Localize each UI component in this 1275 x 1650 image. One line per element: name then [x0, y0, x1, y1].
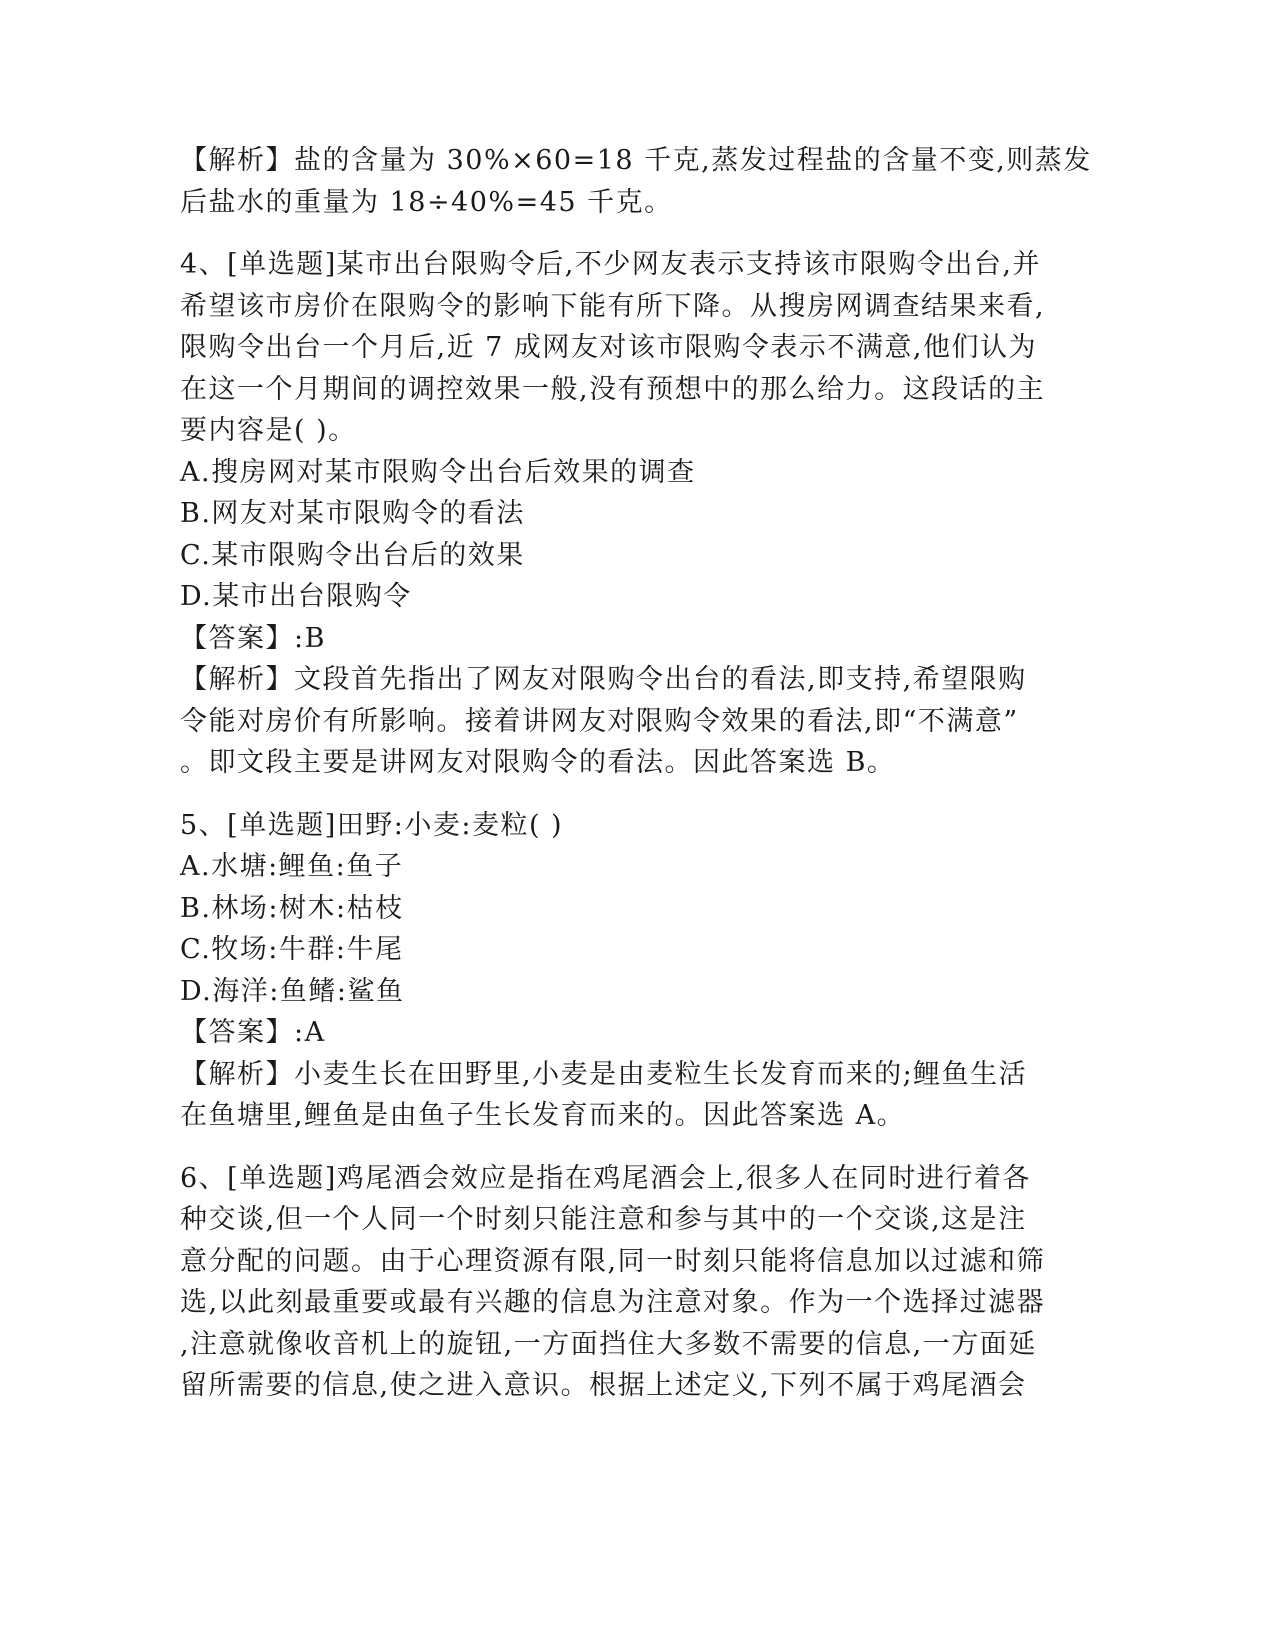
q4-analysis-line: 【解析】文段首先指出了网友对限购令出台的看法,即支持,希望限购 — [180, 664, 1027, 695]
question-6 — [180, 1158, 1080, 1407]
q4-option-b: B.网友对某市限购令的看法 — [180, 498, 525, 529]
q4-answer: 【答案】:B — [180, 622, 326, 654]
q6-stem-line: 选,以此刻最重要或最有兴趣的信息为注意对象。作为一个选择过滤器 — [180, 1287, 1046, 1318]
q5-option-d: D.海洋:鱼鳍:鲨鱼 — [180, 975, 405, 1007]
q4-analysis-line: 。即文段主要是讲网友对限购令的看法。因此答案选 B。 — [180, 747, 896, 778]
q4-analysis-line: 令能对房价有所影响。接着讲网友对限购令效果的看法,即“不满意” — [180, 705, 1019, 737]
q5-option-c: C.牧场:牛群:牛尾 — [180, 934, 404, 965]
q3-analysis — [180, 140, 1092, 223]
q5-option-a: A.水塘:鲤鱼:鱼子 — [180, 851, 404, 882]
q4-stem-line: 在这一个月期间的调控效果一般,没有预想中的那么给力。这段话的主 — [180, 373, 1046, 405]
q6-stem-line: ,注意就像收音机上的旋钮,一方面挡住大多数不需要的信息,一方面延 — [180, 1328, 1037, 1360]
q4-option-c: C.某市限购令出台后的效果 — [180, 539, 525, 571]
q6-stem-line: 意分配的问题。由于心理资源有限,同一时刻只能将信息加以过滤和筛 — [180, 1245, 1046, 1277]
q3-analysis-line: 后盐水的重量为 18÷40%=45 千克。 — [180, 186, 673, 218]
q6-stem-line: 6、[单选题]鸡尾酒会效应是指在鸡尾酒会上,很多人在同时进行着各 — [180, 1162, 1031, 1194]
q5-analysis-line: 在鱼塘里,鲤鱼是由鱼子生长发育而来的。因此答案选 A。 — [180, 1100, 906, 1131]
document-page — [180, 140, 1092, 1407]
q3-analysis-line: 【解析】盐的含量为 30%×60=18 千克,蒸发过程盐的含量不变,则蒸发 — [180, 145, 1092, 176]
q4-stem-line: 要内容是( )。 — [180, 415, 357, 446]
q4-stem-line: 4、[单选题]某市出台限购令后,不少网友表示支持该市限购令出台,并 — [180, 249, 1041, 280]
q5-analysis-line: 【解析】小麦生长在田野里,小麦是由麦粒生长发育而来的;鲤鱼生活 — [180, 1058, 1028, 1090]
q4-option-a: A.搜房网对某市限购令出台后效果的调查 — [180, 456, 696, 488]
q4-stem-line: 希望该市房价在限购令的影响下能有所下降。从搜房网调查结果来看, — [180, 290, 1046, 322]
question-5 — [180, 805, 1080, 1137]
q4-stem-line: 限购令出台一个月后,近 7 成网友对该市限购令表示不满意,他们认为 — [180, 332, 1038, 363]
q6-stem-line: 种交谈,但一个人同一个时刻只能注意和参与其中的一个交谈,这是注 — [180, 1204, 1027, 1235]
q4-option-d: D.某市出台限购令 — [180, 581, 412, 612]
q5-stem-line: 5、[单选题]田野:小麦:麦粒( ) — [180, 809, 564, 841]
q5-answer: 【答案】:A — [180, 1017, 326, 1048]
q5-option-b: B.林场:树木:枯枝 — [180, 892, 404, 924]
question-4 — [180, 244, 1080, 784]
q6-stem-line: 留所需要的信息,使之进入意识。根据上述定义,下列不属于鸡尾酒会 — [180, 1370, 1027, 1401]
